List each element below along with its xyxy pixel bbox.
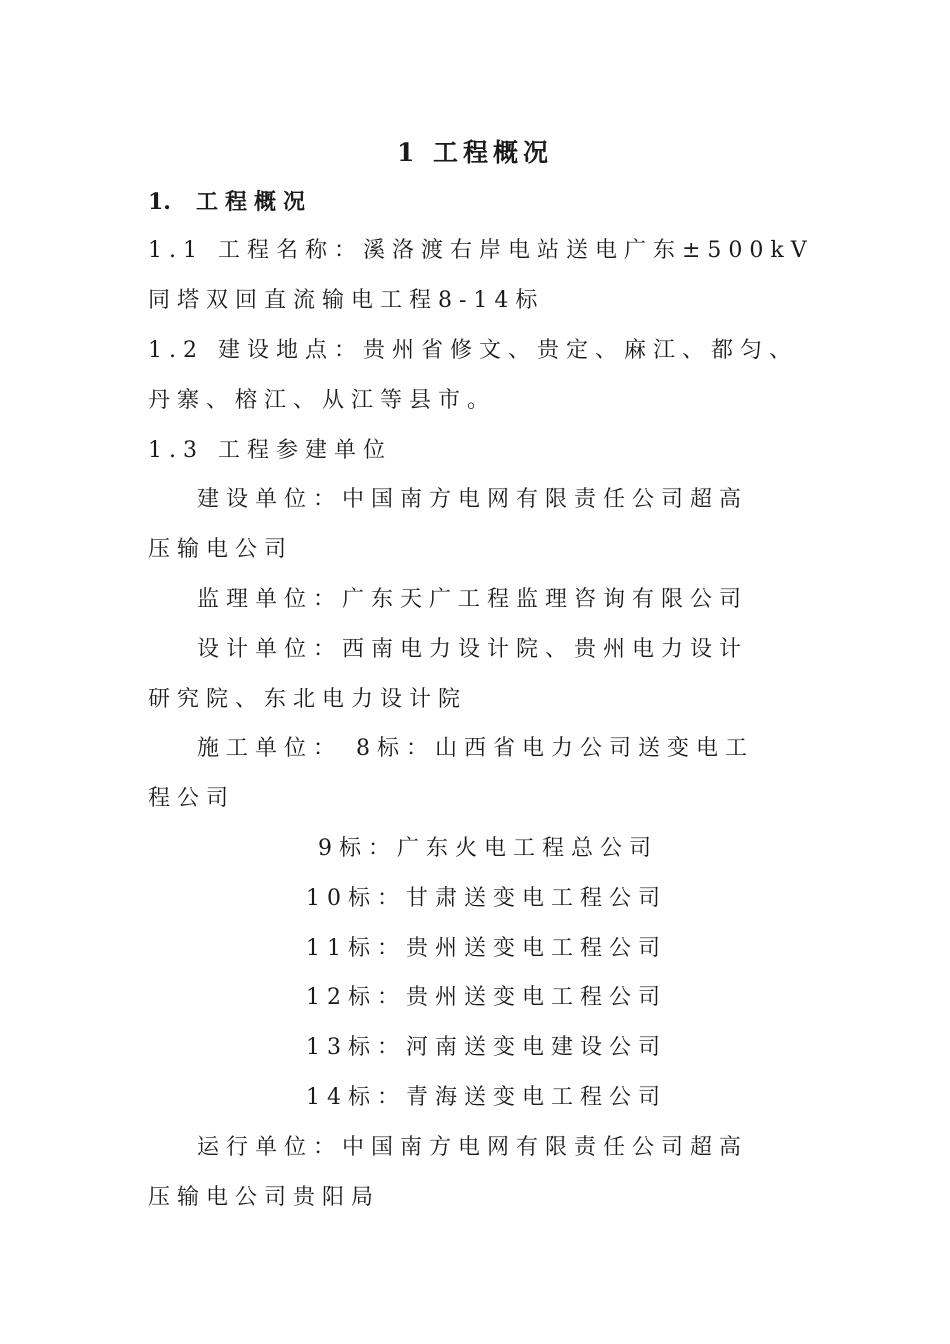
location-line: 1.2 建设地点：贵州省修文、贵定、麻江、都匀、 (148, 338, 798, 363)
operation-unit-line: 运行单位：中国南方电网有限责任公司超高 (197, 1135, 749, 1160)
operation-unit-continuation: 压输电公司贵阳局 (148, 1185, 381, 1210)
location-continuation: 丹寨、榕江、从江等县市。 (148, 388, 497, 413)
participants-heading: 1.3 工程参建单位 (148, 438, 392, 463)
owner-unit-continuation: 压输电公司 (148, 537, 294, 562)
lot-13-line: 13标：河南送变电建设公司 (306, 1035, 667, 1060)
page-title: 1 工程概况 (396, 138, 554, 167)
section-heading (148, 187, 312, 217)
lot-12-line: 12标：贵州送变电工程公司 (306, 985, 667, 1010)
lot-10-line: 10标：甘肃送变电工程公司 (306, 886, 667, 911)
owner-unit-line: 建设单位：中国南方电网有限责任公司超高 (197, 487, 749, 512)
project-name-continuation: 同塔双回直流输电工程8-14标 (148, 288, 545, 313)
design-unit-line: 设计单位：西南电力设计院、贵州电力设计 (197, 637, 749, 662)
lot-11-line: 11标：贵州送变电工程公司 (306, 936, 667, 961)
design-unit-continuation: 研究院、东北电力设计院 (148, 687, 468, 712)
section-heading-text: 工程概况 (196, 189, 313, 215)
lot-9-line: 9标：广东火电工程总公司 (318, 836, 658, 861)
construction-unit-continuation: 程公司 (148, 786, 236, 811)
lot-14-line: 14标：青海送变电工程公司 (306, 1085, 667, 1110)
supervision-unit-line: 监理单位：广东天广工程监理咨询有限公司 (197, 587, 749, 612)
construction-unit-line: 施工单位： 8标：山西省电力公司送变电工 (197, 736, 754, 761)
project-name-line: 1.1 工程名称：溪洛渡右岸电站送电广东±500kV (148, 238, 814, 263)
section-number: 1. (148, 189, 171, 215)
